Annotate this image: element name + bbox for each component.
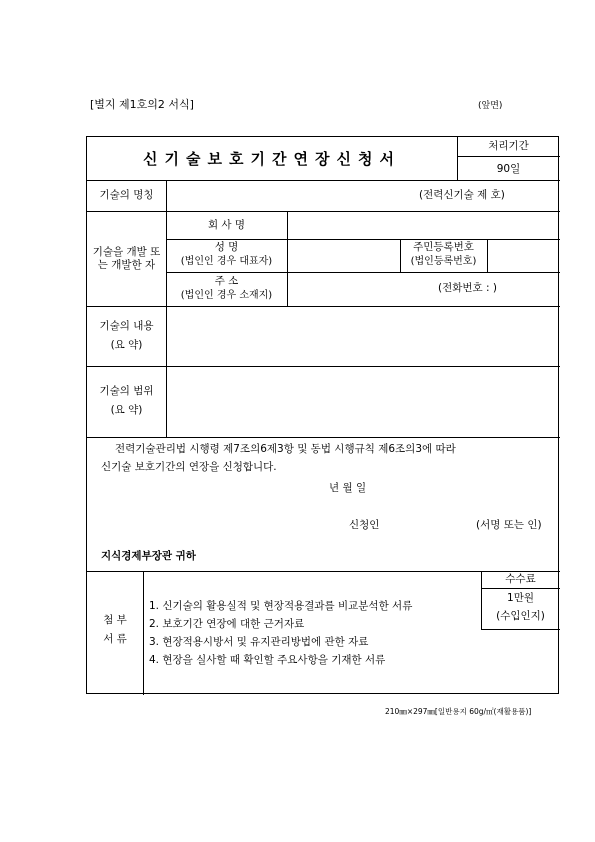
representative-name-sublabel: (법인인 경우 대표자) [180, 256, 273, 267]
divider [166, 272, 560, 273]
divider [143, 571, 144, 695]
signature-field: (서명 또는 인) [476, 519, 542, 531]
divider [87, 211, 560, 212]
tech-name-label: 기술의 명칭 [99, 189, 154, 201]
divider [87, 366, 560, 367]
fee-type: (수입인지) [496, 610, 545, 622]
application-form [86, 136, 559, 694]
developer-label-line1: 기술을 개발 또 [92, 246, 161, 258]
statement-line1: 전력기술관리법 시행령 제7조의6제3항 및 동법 시행규칙 제6조의3에 따라 [115, 443, 456, 455]
statement-line2: 신기술 보호기간의 연장을 신청합니다. [101, 461, 277, 473]
developer-label-line2: 는 개발한 자 [97, 259, 156, 271]
divider [287, 211, 288, 306]
divider [487, 239, 488, 272]
form-title: 신기술보호기간연장신청서 [143, 150, 401, 168]
processing-period-label: 처리기간 [488, 140, 529, 152]
attachment-item: 1. 신기술의 활용실적 및 현장적용결과를 비교분석한 서류 [149, 600, 413, 612]
divider [166, 239, 560, 240]
attachment-item: 3. 현장적용시방서 및 유지관리방법에 관한 자료 [149, 636, 369, 648]
registration-number-label: 주민등록번호 [413, 241, 474, 253]
tech-scope-sublabel: (요 약) [110, 404, 143, 416]
tech-name-reference: (전력신기술 제 호) [419, 189, 505, 201]
divider [481, 629, 560, 630]
address-label: 주 소 [214, 275, 239, 287]
attachments-label-line1: 첨 부 [103, 614, 127, 626]
divider [87, 306, 560, 307]
divider [87, 571, 560, 572]
fee-amount: 1만원 [507, 592, 534, 604]
form-number: [별지 제1호의2 서식] [90, 98, 194, 111]
company-name-label: 회 사 명 [207, 219, 246, 231]
divider [481, 588, 560, 589]
attachment-item: 2. 보호기간 연장에 대한 근거자료 [149, 618, 305, 630]
attachment-item: 4. 현장을 실사할 때 확인할 주요사항을 기재한 서류 [149, 654, 386, 666]
divider [457, 156, 560, 157]
divider [87, 180, 560, 181]
tech-scope-label: 기술의 범위 [99, 385, 154, 397]
applicant-label: 신청인 [349, 519, 380, 531]
processing-period-value: 90일 [496, 163, 521, 175]
attachments-label-line2: 서 류 [103, 633, 127, 645]
paper-spec-footer: 210㎜×297㎜[일반용지 60g/㎡(재활용품)] [385, 707, 532, 716]
page-side-label: (앞면) [478, 101, 503, 111]
recipient: 지식경제부장관 귀하 [101, 550, 196, 562]
representative-name-label: 성 명 [214, 241, 239, 253]
divider [87, 437, 560, 438]
address-sublabel: (법인인 경우 소재지) [180, 290, 273, 301]
tech-content-sublabel: (요 약) [110, 339, 143, 351]
registration-number-sublabel: (법인등록번호) [410, 256, 477, 267]
application-date: 년 월 일 [329, 482, 367, 494]
tech-content-label: 기술의 내용 [99, 320, 154, 332]
fee-label: 수수료 [505, 573, 536, 585]
phone-number-field: (전화번호 : ) [438, 282, 497, 294]
